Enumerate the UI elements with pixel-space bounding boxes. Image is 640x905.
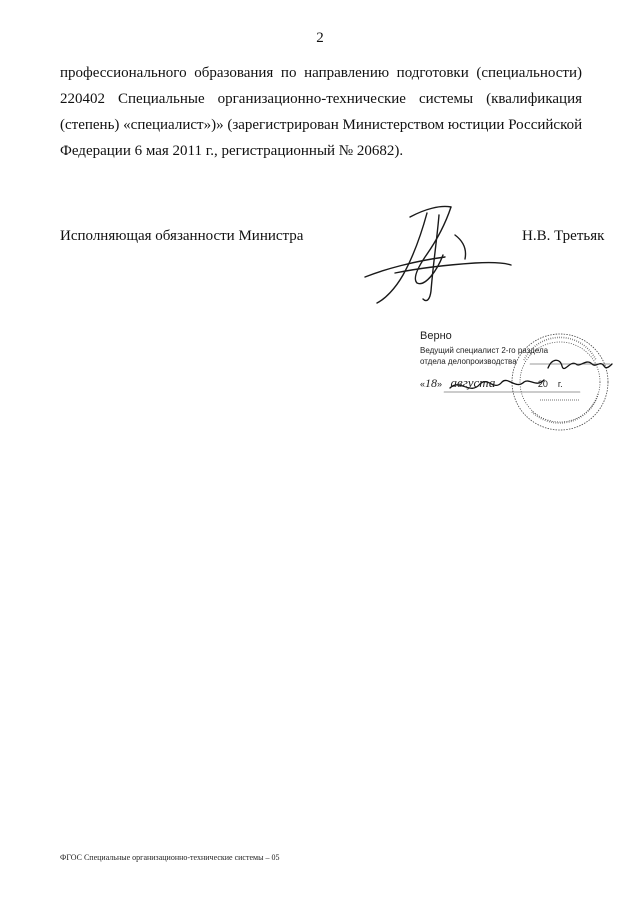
body-paragraph	[60, 60, 582, 164]
body-line: Федерации 6 мая 2011 г., регистрационный № 20682).	[60, 143, 404, 159]
signatory-role: Исполняющая обязанности Министра	[60, 228, 304, 244]
date-open-quote: «	[420, 379, 426, 389]
handwritten-signature	[355, 195, 515, 315]
date-day: 18	[425, 376, 438, 390]
body-line: (степень) «специалист»)» (зарегистрирован Министерством юстиции Российской	[60, 117, 583, 133]
certification-block	[420, 330, 620, 440]
page-footer: ФГОС Специальные организационно-технические системы – 05	[60, 853, 280, 862]
certification-position: Ведущий специалист 2-го раздела	[420, 346, 549, 355]
date-year-prefix: 20	[537, 379, 548, 389]
certification-date	[420, 375, 563, 391]
date-close-quote: »	[437, 379, 443, 389]
body-line: профессионального образования по направлению подготовки (специальности)	[60, 65, 582, 81]
date-year-suffix: г.	[557, 379, 563, 389]
certification-department: отдела делопроизводства	[420, 357, 517, 366]
signatory-name: Н.В. Третьяк	[522, 228, 605, 244]
certification-title: Верно	[420, 330, 452, 342]
date-month: августа	[450, 375, 496, 390]
page-number: 2	[316, 30, 324, 46]
body-line: 220402 Специальные организационно-технические системы (квалификация	[60, 91, 582, 107]
